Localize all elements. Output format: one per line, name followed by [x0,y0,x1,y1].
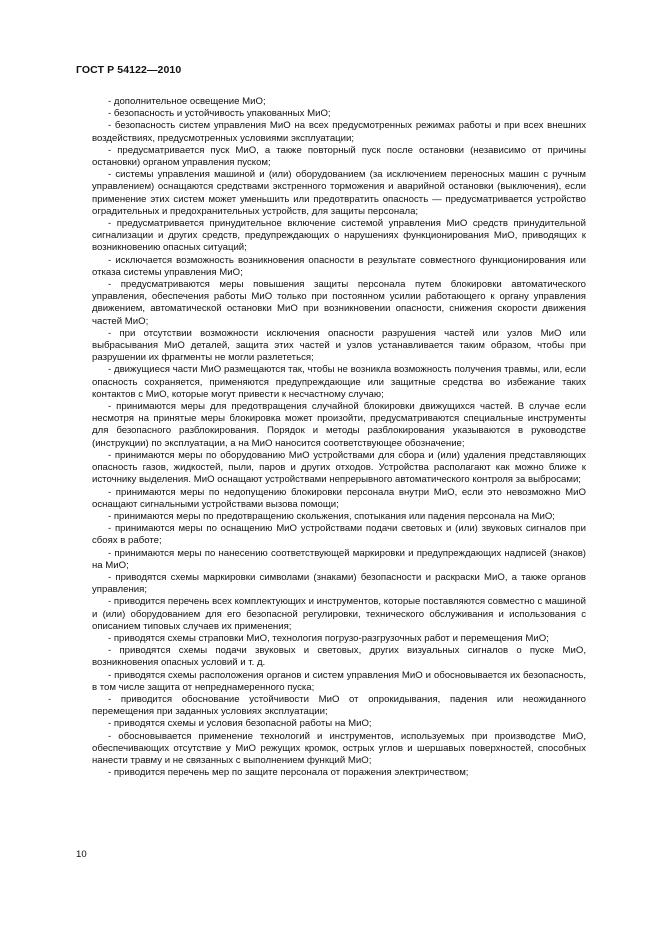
list-item: - принимаются меры по оснащению МиО устройствами подачи световых и (или) звуковых сигналов при сбоях в работе; [92,523,586,547]
list-item: - принимаются меры по предотвращению скольжения, спотыкания или падения персонала на МиО; [108,510,555,522]
list-item: - принимаются меры по нанесению соответствующей маркировки и предупреждающих надписей (знаков) на МиО; [92,547,586,571]
list-item: - системы управления машиной и (или) оборудованием (за исключением переносных машин с ручным управлением) оснащаются средствами экстренного торможения и аварийной остановки (выключения), если применение этих систем может уменьшить или предотвратить опасность — предусматривается устройство оградительных и предохранительных устройств, для защиты персонала; [92,169,586,217]
list-item: - исключается возможность возникновения опасности в результате совместного функционирования или отказа системы управления МиО; [92,254,586,278]
list-item: - принимаются меры по оборудованию МиО устройствами для сбора и (или) удаления представляющих опасность газов, жидкостей, пыли, паров и других отходов. Устройства располагают как можно ближе к источнику выделения. МиО оснащают устройствами непрерывного автоматического контроля за выбросами; [92,449,586,486]
list-item: - безопасность систем управления МиО на всех предусмотренных режимах работы и при всех внешних воздействиях, предусмотренных условиями эксплуатации; [92,120,586,144]
list-item: - движущиеся части МиО размещаются так, чтобы не возникла возможность получения травмы, или, если опасность сохраняется, применяются предупреждающие или защитные средства во избежание таких контактов с МиО, которые могут привести к несчастному случаю; [92,364,586,400]
list-item: - приводятся схемы расположения органов и систем управления МиО и обосновывается их безопасность, в том числе защита от непреднамеренного пуска; [92,669,586,693]
document-body [92,96,586,779]
list-item: - приводятся схемы и условия безопасной работы на МиО; [108,718,372,730]
list-item: - дополнительное освещение МиО; [108,96,266,107]
list-item: - принимаются меры для предотвращения случайной блокировки движущихся частей. В случае если несмотря на принятые меры блокировка может произойти, предусматриваются специальные инструменты для безопасного разблокирования. Порядок и методы разблокирования указываются в руководстве (инструкции) по эксплуатации, а на МиО наносится соответствующее обозначение; [92,401,586,449]
list-item: - приводится перечень всех комплектующих и инструментов, которые поставляются совместно с машиной и (или) оборудованием для его безопасной регулировки, технического обслуживания и использования с описанием типовых случаев их применения; [92,596,586,632]
list-item: - приводятся схемы страповки МиО, технология погрузо-разгрузочных работ и перемещения МиО; [108,632,549,644]
list-item: - предусматривается пуск МиО, а также повторный пуск после остановки (независимо от причины остановки) органом управления пуском; [92,144,586,169]
list-item: - приводится перечень мер по защите персонала от поражения электричеством; [108,767,469,779]
list-item: - принимаются меры по недопущению блокировки персонала внутри МиО, если это невозможно МиО оснащают сигнальными устройствами вызова помощи; [92,486,586,510]
list-item: - приводятся схемы маркировки символами (знаками) безопасности и раскраски МиО, а также органов управления; [92,571,586,596]
list-item: - предусматриваются меры повышения защиты персонала путем блокировки автоматического управления, обеспечения работы МиО только при постоянном усилии работающего к органу управления движением, автоматической остановки МиО при возникновении опасности, снижения скорости движения частей МиО; [92,279,586,327]
list-item: - приводится обоснование устойчивости МиО от опрокидывания, падения или неожиданного перемещения при заданных условиях эксплуатации; [92,693,586,718]
list-item: - предусматривается принудительное включение системой управления МиО средств принудительной сигнализации и других средств, предупреждающих о нарушениях функционирования МиО, приводящих к возникновению опасных ситуаций; [92,218,586,254]
document-header: ГОСТ Р 54122—2010 [76,64,182,76]
list-item: - при отсутствии возможности исключения опасности разрушения частей или узлов МиО или выбрасывания МиО деталей, защита этих частей и узлов устанавливается таким образом, чтобы при разрушении их фрагменты не могли разлететься; [92,327,586,364]
list-item: - приводятся схемы подачи звуковых и световых, других визуальных сигналов о пуске МиО, возникновения опасных условий и т. д. [92,645,586,669]
list-item: - обосновывается применение технологий и инструментов, используемых при производстве МиО, обеспечивающих отсутствие у МиО режущих кромок, острых углов и шершавых поверхностей, способных нанести травму и не связанных с выполнением функций МиО; [92,730,586,766]
list-item: - безопасность и устойчивость упакованных МиО; [108,108,331,120]
page-number: 10 [76,849,87,860]
